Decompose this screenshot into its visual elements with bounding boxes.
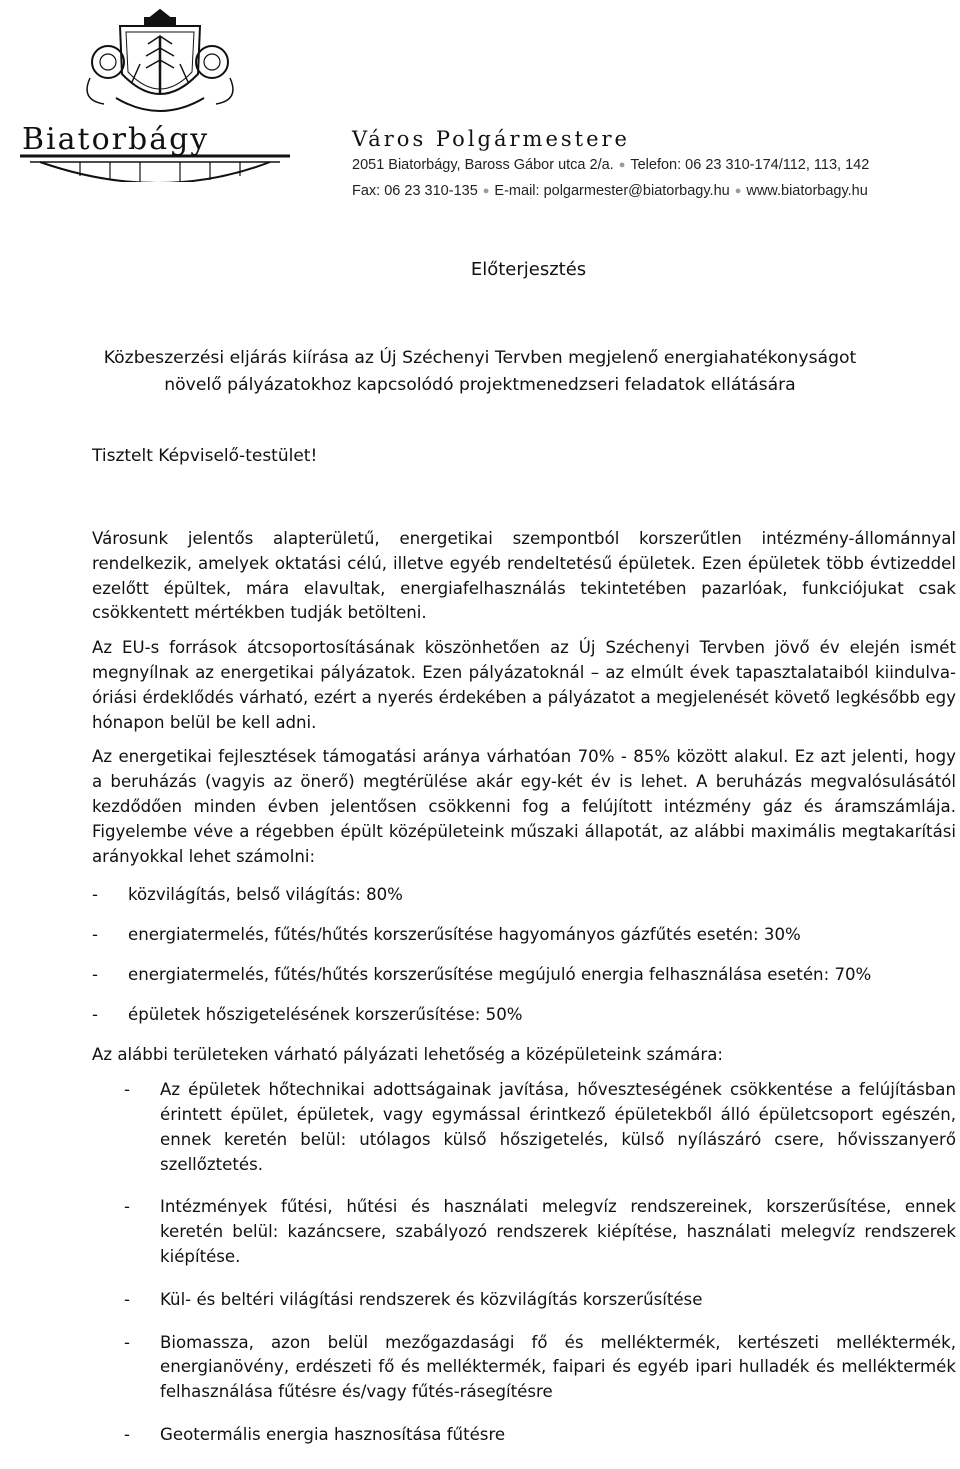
subject-title [0,345,960,399]
document-type: Előterjesztés [470,259,587,280]
biatorbagy-coat-of-arms-logo [20,4,300,182]
list-item: - épületek hőszigetelésének korszerűsítése: 50% [92,1003,956,1027]
paragraph: Az EU-s források átcsoportosításának köszönhetően az Új Széchenyi Tervben jövő év elején ismét megnyílnak az energetikai pályázatok. Ezen pályázatoknál – az elmúlt évek tapasztalataiból kiindulva- óriási érdeklődés várható, ezért a nyerés érdekében a pályázatot a megjelenését követő legkésőbb egy hónapon belül be kell adni. [92,638,956,732]
office-name: Város Polgármestere [352,127,630,151]
paragraph: Városunk jelentős alapterületű, energetikai szempontból korszerűtlen intézmény-állománnyal rendelkezik, amelyek oktatási célú, illetve egyéb rendeltetésű épületek. Ezen épületek több évtizeddel ezelőtt épültek, mára elavultak, energiafelhasználás tekintetében pazarlóak, funkciójukat csak csökkentett mértékben tudják betölteni. [92,529,956,623]
areas-list [92,1078,956,1448]
bullet-dot-icon: ● [734,185,742,197]
subject-line-2: növelő pályázatokhoz kapcsolódó projektmenedzseri feladatok ellátására [164,375,796,395]
website-link[interactable]: www.biatorbagy.hu [746,183,868,199]
areas-intro: Az alábbi területeken várható pályázati lehetőség a középületeink számára: [92,1045,723,1065]
list-item: - Az épületek hőtechnikai adottságainak javítása, hőveszteségének csökkentése a felújításban érintett épület, épületek, vagy egymással érintkező épületekből álló épületcsoport egészén, ennek keretén belül: utólagos külső hőszigetelés, külső nyílászáró csere, hővisszanyerő szellőztetés. [92,1078,956,1177]
bullet-dot-icon: ● [482,185,490,197]
document-body [92,527,956,1466]
paragraph: Az energetikai fejlesztések támogatási aránya várhatóan 70% - 85% között alakul. Ez azt jelenti, hogy a beruházás (vagyis az önerő) megtérülése akár egy-két év is lehet. A beruházás megvalósulásától kezdődően minden évben jelentősen csökkenni fog a felújított intézmény gáz és áramszámlája. Figyelembe véve a régebben épült középületeink műszaki állapotát, az alábbi maximális megtakarítási arányokkal lehet számolni: [92,747,956,866]
savings-list [92,883,956,1027]
list-item: - közvilágítás, belső világítás: 80% [92,883,956,907]
contact-line-2 [352,178,952,206]
phone: Telefon: 06 23 310-174/112, 113, 142 [630,157,870,173]
address: 2051 Biatorbágy, Baross Gábor utca 2/a. [352,157,614,173]
email-link[interactable]: E-mail: polgarmester@biatorbagy.hu [494,183,730,199]
fax: Fax: 06 23 310-135 [352,183,478,199]
list-item: - Kül- és beltéri világítási rendszerek és közvilágítás korszerűsítése [92,1288,956,1313]
bullet-dot-icon: ● [618,159,626,171]
list-item: - Biomassza, azon belül mezőgazdasági fő és melléktermék, kertészeti melléktermék, energianövény, erdészeti fő és melléktermék, faipari és egyéb ipari hulladék és melléktermék felhasználása fűtésre és/vagy fűtés-rásegítésre [92,1331,956,1405]
list-item: - energiatermelés, fűtés/hűtés korszerűsítése hagyományos gázfűtés esetén: 30% [92,923,956,947]
subject-line-1: Közbeszerzési eljárás kiírása az Új Széchenyi Tervben megjelenő energiahatékonyságot [103,348,857,368]
logo-text: Biatorbágy [22,122,210,157]
list-item: - Geotermális energia hasznosítása fűtésre [92,1423,956,1448]
letterhead [352,126,952,206]
salutation: Tisztelt Képviselő-testület! [92,446,318,466]
contact-line-1 [352,152,952,180]
list-item: - Intézmények fűtési, hűtési és használati melegvíz rendszereinek, korszerűsítése, ennek keretén belül: kazáncsere, szabályozó rendszerek kiépítése, használati melegvíz rendszerek kiépítése. [92,1195,956,1269]
list-item: - energiatermelés, fűtés/hűtés korszerűsítése megújuló energia felhasználása esetén: 70% [92,963,956,987]
